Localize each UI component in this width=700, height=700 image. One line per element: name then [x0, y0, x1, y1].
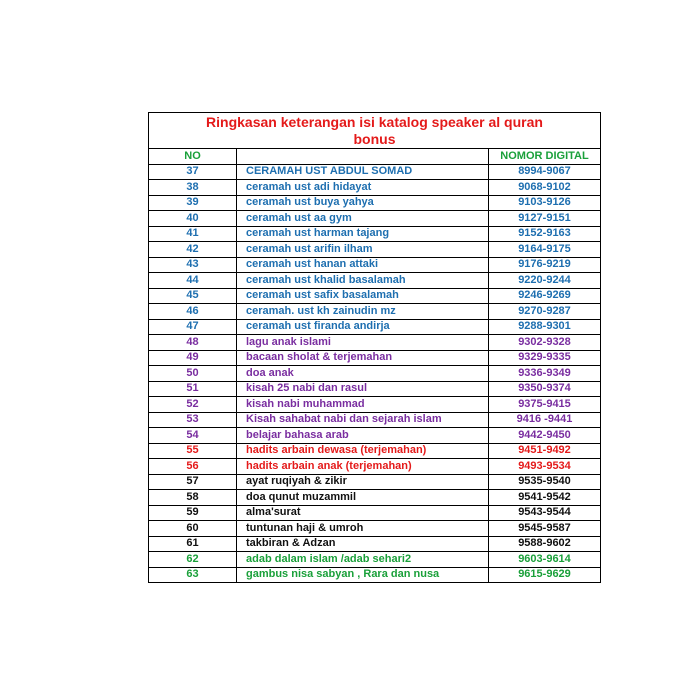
row-name: ceramah. ust kh zainudin mz [237, 304, 489, 320]
row-name: gambus nisa sabyan , Rara dan nusa [237, 567, 489, 582]
row-no: 58 [149, 490, 237, 506]
catalog-title [149, 113, 600, 149]
row-no: 53 [149, 412, 237, 428]
row-digital: 9545-9587 [489, 521, 601, 537]
row-no: 55 [149, 443, 237, 459]
table-row [149, 350, 600, 366]
header-name [237, 149, 489, 164]
row-digital: 9127-9151 [489, 211, 601, 227]
row-name: ceramah ust adi hidayat [237, 180, 489, 196]
table-row [149, 443, 600, 459]
row-no: 45 [149, 288, 237, 304]
row-digital: 9603-9614 [489, 552, 601, 568]
row-name: adab dalam islam /adab sehari2 [237, 552, 489, 568]
row-name: kisah nabi muhammad [237, 397, 489, 413]
catalog-table [149, 149, 600, 582]
table-row [149, 521, 600, 537]
row-digital: 9416 -9441 [489, 412, 601, 428]
row-digital: 9329-9335 [489, 350, 601, 366]
row-digital: 9350-9374 [489, 381, 601, 397]
row-no: 54 [149, 428, 237, 444]
table-row [149, 319, 600, 335]
row-name: hadits arbain dewasa (terjemahan) [237, 443, 489, 459]
row-digital: 9615-9629 [518, 568, 571, 581]
row-name: kisah 25 nabi dan rasul [237, 381, 489, 397]
row-name: takbiran & Adzan [237, 536, 489, 552]
row-no: 63 [149, 567, 237, 582]
row-digital: 9451-9492 [489, 443, 601, 459]
row-digital: 9375-9415 [489, 397, 601, 413]
row-digital: 9541-9542 [489, 490, 601, 506]
row-name: ceramah ust safix basalamah [237, 288, 489, 304]
row-digital: 9288-9301 [489, 319, 601, 335]
header-digital: NOMOR DIGITAL [489, 149, 601, 164]
table-row [149, 211, 600, 227]
row-name: CERAMAH UST ABDUL SOMAD [237, 164, 489, 180]
table-row [149, 304, 600, 320]
table-row [149, 273, 600, 289]
table-row [149, 505, 600, 521]
table-row [149, 180, 600, 196]
row-no: 43 [149, 257, 237, 273]
row-no: 61 [149, 536, 237, 552]
row-digital: 9176-9219 [489, 257, 601, 273]
row-no: 60 [149, 521, 237, 537]
table-row [149, 242, 600, 258]
row-name: hadits arbain anak (terjemahan) [237, 459, 489, 475]
table-row [149, 412, 600, 428]
row-name: ayat ruqiyah & zikir [237, 474, 489, 490]
row-name: ceramah ust arifin ilham [237, 242, 489, 258]
table-header-row [149, 149, 600, 164]
row-name: ceramah ust firanda andirja [237, 319, 489, 335]
title-line-1: Ringkasan keterangan isi katalog speaker al quran [206, 114, 543, 130]
row-digital: 9588-9602 [489, 536, 601, 552]
row-no: 38 [149, 180, 237, 196]
row-digital: 9270-9287 [489, 304, 601, 320]
table-row [149, 459, 600, 475]
row-name: ceramah ust aa gym [237, 211, 489, 227]
table-row [149, 257, 600, 273]
row-no: 37 [149, 164, 237, 180]
table-row [149, 335, 600, 351]
table-row [149, 567, 600, 582]
row-name: doa anak [237, 366, 489, 382]
table-row [149, 288, 600, 304]
row-no: 40 [149, 211, 237, 227]
row-digital: 9493-9534 [489, 459, 601, 475]
table-row [149, 164, 600, 180]
row-no: 46 [149, 304, 237, 320]
table-row [149, 474, 600, 490]
row-no: 48 [149, 335, 237, 351]
table-row [149, 366, 600, 382]
table-row [149, 552, 600, 568]
row-no: 49 [149, 350, 237, 366]
row-no: 44 [149, 273, 237, 289]
row-name: bacaan sholat & terjemahan [237, 350, 489, 366]
row-name: ceramah ust buya yahya [237, 195, 489, 211]
table-row [149, 490, 600, 506]
row-no: 42 [149, 242, 237, 258]
row-name: ceramah ust hanan attaki [237, 257, 489, 273]
row-name: lagu anak islami [237, 335, 489, 351]
row-name: doa qunut muzammil [237, 490, 489, 506]
row-digital: 9543-9544 [489, 505, 601, 521]
catalog-sheet [148, 112, 601, 583]
row-no: 39 [149, 195, 237, 211]
row-no: 59 [149, 505, 237, 521]
row-name: tuntunan haji & umroh [237, 521, 489, 537]
row-digital: 8994-9067 [489, 164, 601, 180]
row-digital: 9068-9102 [489, 180, 601, 196]
table-row [149, 195, 600, 211]
row-digital: 9535-9540 [489, 474, 601, 490]
row-digital: 9246-9269 [489, 288, 601, 304]
row-digital: 9442-9450 [489, 428, 601, 444]
table-row [149, 381, 600, 397]
row-name: belajar bahasa arab [237, 428, 489, 444]
table-row [149, 428, 600, 444]
row-no: 52 [149, 397, 237, 413]
row-digital: 9164-9175 [489, 242, 601, 258]
row-name: Kisah sahabat nabi dan sejarah islam [237, 412, 489, 428]
table-row [149, 536, 600, 552]
header-no: NO [149, 149, 237, 164]
row-no: 62 [149, 552, 237, 568]
title-line-2: bonus [353, 131, 396, 147]
row-no: 56 [149, 459, 237, 475]
row-name: alma'surat [237, 505, 489, 521]
row-digital: 9302-9328 [489, 335, 601, 351]
row-digital: 9336-9349 [489, 366, 601, 382]
table-row [149, 226, 600, 242]
row-no: 47 [149, 319, 237, 335]
row-no: 51 [149, 381, 237, 397]
row-no: 50 [149, 366, 237, 382]
row-name: ceramah ust khalid basalamah [237, 273, 489, 289]
table-row [149, 397, 600, 413]
row-name: ceramah ust harman tajang [237, 226, 489, 242]
row-no: 41 [149, 226, 237, 242]
row-digital: 9103-9126 [489, 195, 601, 211]
row-digital: 9220-9244 [489, 273, 601, 289]
row-no: 57 [149, 474, 237, 490]
row-digital: 9152-9163 [489, 226, 601, 242]
